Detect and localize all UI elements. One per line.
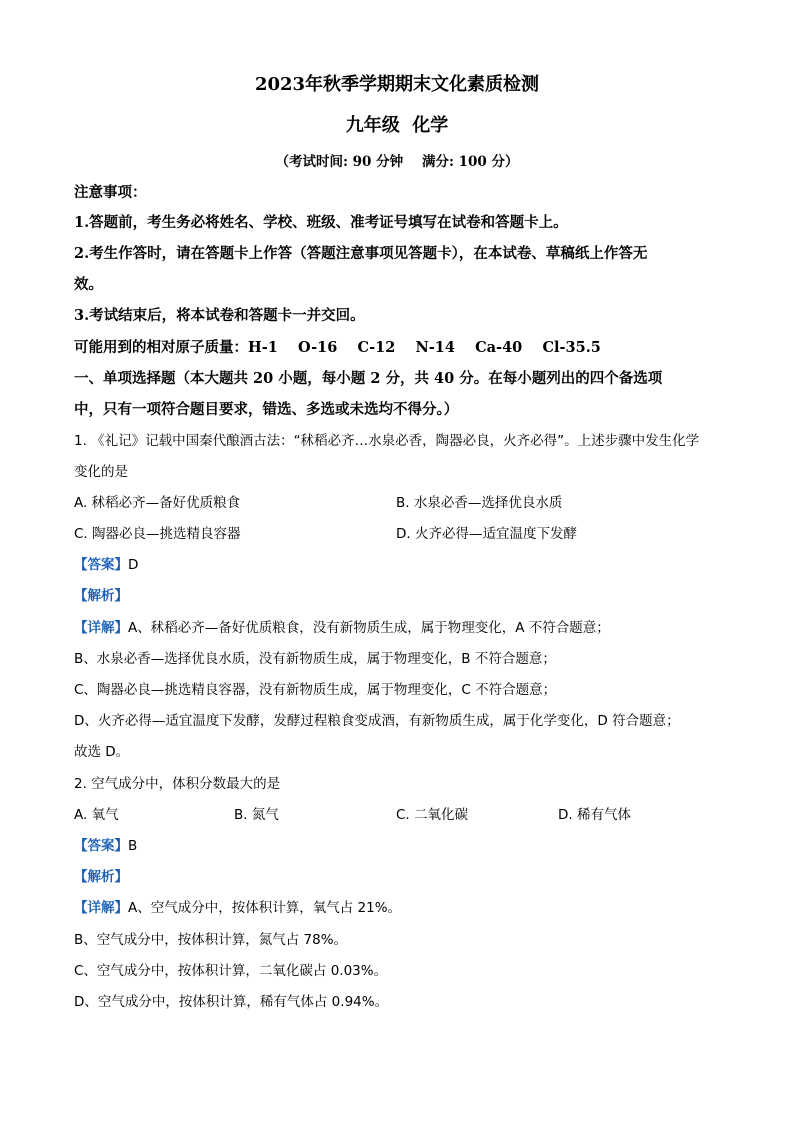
q2-answer-tag: 【答案】 bbox=[74, 838, 128, 854]
q1-stem-line-2: 变化的是 bbox=[74, 464, 128, 480]
q2-analysis-tag: 【解析】 bbox=[74, 869, 128, 885]
q1-analysis-tag: 【解析】 bbox=[74, 588, 128, 604]
q2-detail-tag: 【详解】 bbox=[74, 900, 128, 916]
notice-heading: 注意事项： bbox=[74, 184, 147, 201]
q2-detail-a bbox=[74, 898, 724, 918]
atomic-masses: 可能用到的相对原子质量：H-1 O-16 C-12 N-14 Ca-40 Cl-35.5 bbox=[74, 339, 601, 356]
q1-detail-b: B、水泉必香—选择优良水质，没有新物质生成，属于物理变化，B 不符合题意； bbox=[74, 651, 556, 667]
q2-detail-d: D、空气成分中，按体积计算，稀有气体占 0.94%。 bbox=[74, 994, 389, 1010]
q2-option-d: D. 稀有气体 bbox=[558, 807, 631, 823]
q1-stem-line-1: 1. 《礼记》记载中国秦代酿酒古法：“秫稻必齐…水泉必香，陶器必良，火齐必得”。上述步骤中发生化学 bbox=[74, 433, 700, 449]
q2-option-a: A. 氧气 bbox=[74, 807, 119, 823]
exam-title: 2023年秋季学期期末文化素质检测 bbox=[254, 74, 540, 95]
q2-detail-a-text: A、空气成分中，按体积计算，氧气占 21%。 bbox=[128, 900, 402, 916]
q1-detail-a-text: A、秫稻必齐—备好优质粮食，没有新物质生成，属于物理变化，A 不符合题意； bbox=[128, 620, 610, 636]
q1-detail-a bbox=[74, 618, 724, 638]
q1-option-d: D. 火齐必得—适宜温度下发酵 bbox=[396, 526, 577, 542]
q1-answer bbox=[74, 555, 724, 575]
section-heading-line-2: 中，只有一项符合题目要求，错选、多选或未选均不得分。） bbox=[74, 401, 459, 418]
q1-analysis bbox=[74, 586, 724, 606]
q1-detail-tag: 【详解】 bbox=[74, 620, 128, 636]
q1-conclusion: 故选 D。 bbox=[74, 744, 130, 760]
q1-detail-c: C、陶器必良—挑选精良容器，没有新物质生成，属于物理变化，C 不符合题意； bbox=[74, 682, 557, 698]
section-heading-line-1: 一、单项选择题（本大题共 20 小题，每小题 2 分，共 40 分。在每小题列出的四个备选项 bbox=[74, 370, 663, 387]
q1-answer-tag: 【答案】 bbox=[74, 557, 128, 573]
q2-answer-value: B bbox=[128, 838, 138, 854]
q2-option-b: B. 氮气 bbox=[234, 807, 279, 823]
notice-item-3: 3.考试结束后，将本试卷和答题卡一并交回。 bbox=[74, 307, 365, 324]
notice-item-2-line-1: 2.考生作答时，请在答题卡上作答（答题注意事项见答题卡），在本试卷、草稿纸上作答无 bbox=[74, 245, 648, 262]
q1-option-a: A. 秫稻必齐—备好优质粮食 bbox=[74, 495, 241, 511]
exam-subject: 九年级 化学 bbox=[345, 115, 449, 136]
q1-detail-d: D、火齐必得—适宜温度下发酵，发酵过程粮食变成酒，有新物质生成，属于化学变化，D 符合题意； bbox=[74, 713, 680, 729]
q1-option-c: C. 陶器必良—挑选精良容器 bbox=[74, 526, 241, 542]
q2-analysis bbox=[74, 867, 724, 887]
q2-option-c: C. 二氧化碳 bbox=[396, 807, 469, 823]
q1-option-b: B. 水泉必香—选择优良水质 bbox=[396, 495, 563, 511]
q2-answer bbox=[74, 836, 724, 856]
notice-item-1: 1.答题前，考生务必将姓名、学校、班级、准考证号填写在试卷和答题卡上。 bbox=[74, 214, 568, 231]
q2-stem: 2. 空气成分中，体积分数最大的是 bbox=[74, 776, 281, 792]
q2-detail-b: B、空气成分中，按体积计算，氮气占 78%。 bbox=[74, 932, 348, 948]
notice-item-2-line-2: 效。 bbox=[74, 276, 103, 293]
exam-info: （考试时间: 90 分钟 满分: 100 分） bbox=[275, 154, 519, 170]
q1-answer-value: D bbox=[128, 557, 139, 573]
q2-detail-c: C、空气成分中，按体积计算，二氧化碳占 0.03%。 bbox=[74, 963, 388, 979]
